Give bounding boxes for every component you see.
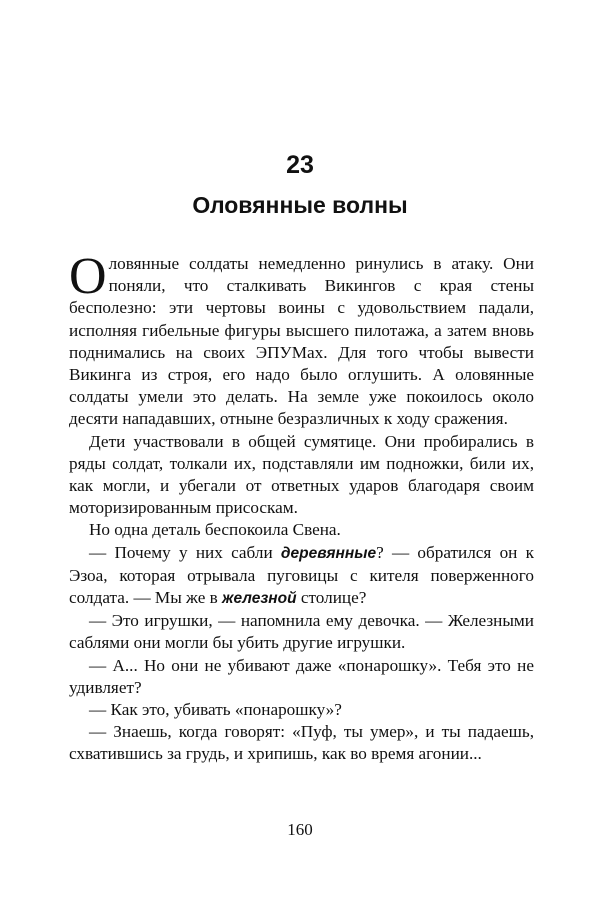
paragraph: — Это игрушки, — напомнила ему девочка. — Железными саблями они могли бы убить другие игрушки.: [69, 611, 534, 653]
paragraph: [69, 542, 534, 611]
body-text: [69, 248, 534, 766]
drop-cap: О: [69, 248, 107, 305]
paragraph: Но одна деталь беспокоила Свена.: [89, 520, 341, 540]
emphasized-word: деревянные: [280, 544, 377, 562]
emphasized-word: железной: [222, 590, 297, 608]
chapter-title: Оловянные волны: [192, 192, 408, 218]
paragraph: [69, 248, 534, 431]
paragraph: — Как это, убивать «понарошку»?: [89, 700, 342, 720]
paragraph-text: — Почему у них сабли: [89, 542, 281, 562]
page-number: 160: [287, 820, 313, 839]
paragraph-text: ? — обратился он к Эзоа, которая отрывала пуговицы с кителя поверженного солдата. — Мы же в: [69, 542, 534, 608]
paragraph-text: ловянные солдаты немедленно ринулись в атаку. Они поняли, что сталкивать Викингов с края стены бесполезно: эти чертовы воины с удовольствием падали, исполняя гибельные фигуры высшего пилотажа, а затем вновь поднимались на своих ЭПУМах. Для того чтобы вывести Викинга из строя, его надо было оглушить. А оловянные солдаты умели это делать. На земле уже покоилось около десяти нападавших, отныне безразличных к ходу сражения.: [69, 254, 534, 429]
paragraph: Дети участвовали в общей сумятице. Они пробирались в ряды солдат, толкали их, подставляли им подножки, били их, как могли, и убегали от ответных ударов благодаря своим моторизированным присоскам.: [69, 431, 534, 518]
paragraph-text: столице?: [296, 588, 367, 608]
paragraph: — А... Но они не убивают даже «понарошку». Тебя это не удивляет?: [69, 655, 534, 697]
chapter-number: 23: [286, 151, 314, 179]
paragraph: — Знаешь, когда говорят: «Пуф, ты умер», и ты падаешь, схватившись за грудь, и хрипишь, как во время агонии...: [69, 722, 534, 764]
